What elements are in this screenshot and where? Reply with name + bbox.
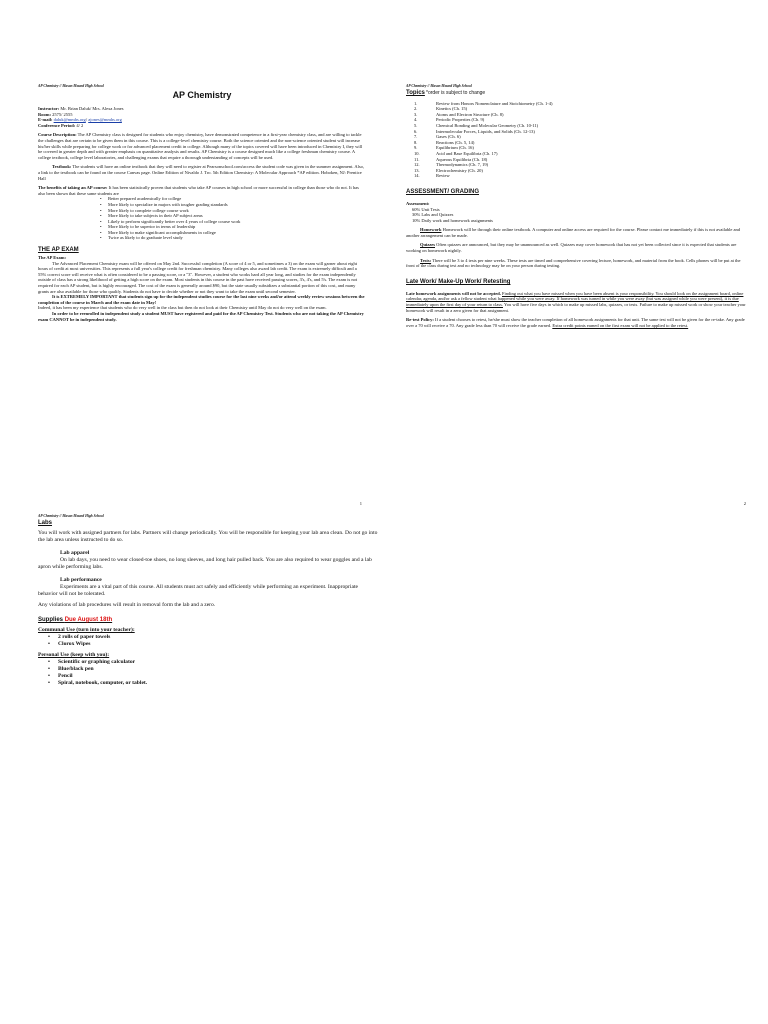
assessment-item: 30% Labs and Quizzes xyxy=(412,212,454,218)
communal-heading: Communal Use (turn into your teacher): xyxy=(38,627,135,633)
list-item: • Likely to perform significantly better over 4 years of college course work xyxy=(108,219,366,225)
personal-heading: Personal Use (keep with you): xyxy=(38,652,110,658)
assessment-label: Assessment: xyxy=(406,200,430,206)
experience-note: Indeed, it has been my experience that students who do very well in the class but then do not look at their Chemistry until May do not do very well on the exam. xyxy=(38,305,327,311)
assessment-item: 60% Unit Tests xyxy=(412,206,440,212)
list-item: • More likely to make significant accomplishments in college xyxy=(108,230,366,236)
list-item: • Pencil xyxy=(58,673,378,680)
email-line: E-mail: daluk@mmhs.org/ ajones@mmhs.org xyxy=(38,117,122,123)
list-item: • Blue/black pen xyxy=(58,666,378,673)
period-line: Conference Period: 4/ 2 xyxy=(38,122,84,128)
email-link-2[interactable]: ajones@mmhs.org xyxy=(88,117,122,123)
list-item: 6. Intermolecular Forces, Liquids, and Solids (Ch. 12-13) xyxy=(414,128,535,134)
important-note: It is EXTREMELY IMPORTANT that students sign up for the independent studies course for the last nine weeks and/or attend weekly review sessions between the completion of the course in March and the exam date in May! xyxy=(38,294,365,305)
tests-paragraph: Tests: There will be 3 to 4 tests per nine weeks. These tests are timed and comprehensive covering lecture, homework, and material from the book. Cells phones will be put at the front of the class during test and no technology may be on your person during testing. xyxy=(406,257,741,269)
personal-list xyxy=(38,659,378,687)
list-item: 11. Aqueous Equilibria (Ch. 18) xyxy=(414,156,488,162)
list-item: 9. Equilibrium (Ch. 16) xyxy=(414,145,474,151)
assessment-item: 10% Daily work and homework assignments xyxy=(412,217,493,223)
page-number: 1 xyxy=(359,501,362,506)
quizzes-paragraph: Quizzes Often quizzes are announced, but they may be unannounced as well. Quizzes may cover homework that has not yet been collected since it is expected that students are working on homework nightly. xyxy=(406,242,737,254)
exam-paragraph: The Advanced Placement Chemistry exam will be offered on May 2nd. Successful completion (A score of 4 or 5, and sometimes a 3) on the exam will garner about eight hours of credit at most universities. This represents a full year's college credit for freshman chemistry. Many colleges also award lab credit. The exam is extremely difficult and a 55% correct score will receive what is often considered to be a passing score, or a "3". However, a student who works hard all year long, and studies for the exam independently outside of class has a strong likelihood of getting a high score on the exam. Most students in this course in the past have received passing scores, 3's, 4's, and 5's. The exam is not required for each AP student, but is highly encouraged. The cost of the exam is generally around $90, but the state usually subsidizes a substantial portion of this cost, and many grants are also available for those who qualify. Students do not have to decide whether or not they want to take the exam until second semester. xyxy=(38,260,358,294)
list-item: 12. Thermodynamics (Ch. 7, 19) xyxy=(414,162,489,168)
page-title: AP Chemistry xyxy=(172,90,232,100)
topics-list xyxy=(406,101,750,179)
list-item: 7. Gases (Ch. 6) xyxy=(414,134,461,140)
email-link-1[interactable]: daluk@mmhs.org xyxy=(53,117,86,123)
page-number: 2 xyxy=(743,501,746,506)
supplies-due: Due August 18th xyxy=(64,617,113,623)
page-header: AP Chemistry // Mason Mound High School xyxy=(38,514,104,518)
page-header: AP Chemistry // Mason Mound High School xyxy=(38,84,104,88)
communal-list xyxy=(38,634,378,648)
textbook-paragraph: Textbook: The students will have an online textbook that they will need to register at Pearsonschool.com/access the student code was given in the summer assignment. Also, a link to the textbook can be found on the course Canvas page. Online Edition of Nivaldo J. Tro. 5th Edition Chemistry: A Molecular Approach *AP edition. Hoboken, NJ: Prentice Hall xyxy=(38,164,364,181)
labs-section xyxy=(38,514,378,687)
list-item: 2. Kinetics (Ch. 15) xyxy=(414,106,468,112)
topics-heading: Topics xyxy=(406,90,425,96)
list-item: 8. Reactions (Ch. 5, 14) xyxy=(414,139,475,145)
page-2 xyxy=(384,0,768,512)
exam-subheading: The AP Exam: xyxy=(38,255,67,261)
list-item: 10. Acid and Base Equilibria (Ch. 17) xyxy=(414,150,498,156)
exam-heading: THE AP EXAM xyxy=(38,247,79,254)
benefits-list xyxy=(38,196,366,241)
list-item: 13. Electrochemistry (Ch. 20) xyxy=(414,167,483,173)
retest-paragraph: Re-test Policy: If a student chooses to retest, he/she must show the teacher completion of all homework assignments for that unit. The same test will not be given for the re-take. Any grade over a 70 will receive a 70. Any grade less than 70 will receive the grade earned. Extra credit points earned on the first exam will not be applied to the retest. xyxy=(406,317,745,328)
lab-apparel-text: On lab days, you need to wear closed-toe shoes, no long sleeves, and long hair pulled back. You are also required to wear goggles and a lab apron while performing labs. xyxy=(38,557,372,570)
list-item: • Better prepared academically for college xyxy=(108,196,366,202)
late-work-heading: Late Work/ Make-Up Work/ Retesting xyxy=(406,278,511,285)
room-line: Room: 2575/ 2555 xyxy=(38,111,73,117)
list-item: 1. Review from Honors Nomenclature and Stoichiometry (Ch. 1-4) xyxy=(414,100,553,106)
list-item: • 2 rolls of paper towels xyxy=(58,634,378,641)
lab-apparel-heading: Lab apparel xyxy=(60,550,90,556)
homework-paragraph: Homework Homework will be through their online textbook. A computer and online access are required for the course. Please contact me immediately if this is not available and another arrangement can be made. xyxy=(406,227,741,238)
list-item: • Twice as likely to do graduate level study xyxy=(108,235,366,241)
page-1 xyxy=(0,0,384,512)
list-item: • Clorox Wipes xyxy=(58,641,378,648)
lab-performance-heading: Lab performance xyxy=(60,577,102,583)
list-item: • More likely to take subjects in their AP subject areas xyxy=(108,213,366,219)
benefits-intro: The benefits of taking an AP course: It has been statistically proven that students who take AP courses in high school or more successful in college than those who do not. It has also been shown that these same students are xyxy=(38,185,359,196)
list-item: • More likely to be superior in terms of leadership xyxy=(108,224,366,230)
list-item: 3. Atoms and Electron Structure (Ch. 8) xyxy=(414,111,504,117)
instructor-line: Instructor: Mr. Brian Daluk/ Mrs. Alexa Jones xyxy=(38,106,124,111)
topics-heading-line xyxy=(406,90,750,97)
lab-performance-text: Experiments are a vital part of this course. All students must act safely and efficiently while performing an experiment. Inappropriate behavior will not be tolerated. xyxy=(38,584,358,597)
list-item: • Spiral, notebook, computer, or tablet. xyxy=(58,680,378,687)
list-item: 4. Periodic Properties (Ch. 9) xyxy=(414,117,485,123)
lab-violations: Any violations of lab procedures will result in removal form the lab and a zero. xyxy=(38,602,216,608)
list-item: • More likely to specialize in majors with tougher grading standards xyxy=(108,202,366,208)
topics-note: *order is subject to change xyxy=(426,90,486,96)
list-item: • More likely to complete college course work xyxy=(108,208,366,214)
list-item: 5. Chemical Bonding and Molecular Geometry (Ch. 10-11) xyxy=(414,122,539,128)
labs-heading: Labs xyxy=(38,520,53,526)
list-item: 14. Review xyxy=(414,173,450,179)
enrollment-note: In order to be reenrolled in independent study a student MUST have registered and paid for the AP Chemistry Test. Students who are not taking the AP Chemistry exam CANNOT be in independent study. xyxy=(38,311,364,322)
supplies-heading: Supplies Due August 18th xyxy=(38,617,113,623)
list-item: • Scientific or graphing calculator xyxy=(58,659,378,666)
page-header: AP Chemistry // Mason Mound High School xyxy=(406,84,472,88)
grading-heading: ASSESSMENT/ GRADING xyxy=(406,188,480,195)
course-description: Course Description: The AP Chemistry class is designed for students who enjoy chemistry, have demonstrated competence in a first-year chemistry class, and are willing to tackle the challenges that are certain to be given them in this course. This is a college-level chemistry course. Both the science oriented and the non-science oriented student will increase his/her skills while preparing for college work or for advanced placement credit in college. Although many of the topics covered will have been introduced in Chemistry I, they will be covered in greater depth and with greater emphasis on quantitative analysis and results. AP Chemistry is a course designed much like a college freshman chemistry course. A college textbook, college level laboratories, and challenging exams that require a thorough understanding of concepts will be used. xyxy=(38,132,363,160)
labs-intro: You will work with assigned partners for labs. Partners will change periodically. You will be responsible for keeping your lab area clean. Do not go into the lab area unless instructed to do so. xyxy=(38,530,378,543)
late-work-paragraph: Late homework assignments will not be accepted. Finding out what you have missed when you have been absent is your responsibility. You should look on the assignment board, online calendar, agenda, and/or ask a fellow student what happened while you were away. If homework was turned in while you were away (but was assigned while you were present), it is due immediately upon the first day of your return to class. You will have five days in which to make up missed labs, quizzes, or tests. Failure to make up missed work or show your teacher your homework will result in a zero given for that assignment. xyxy=(406,290,746,313)
